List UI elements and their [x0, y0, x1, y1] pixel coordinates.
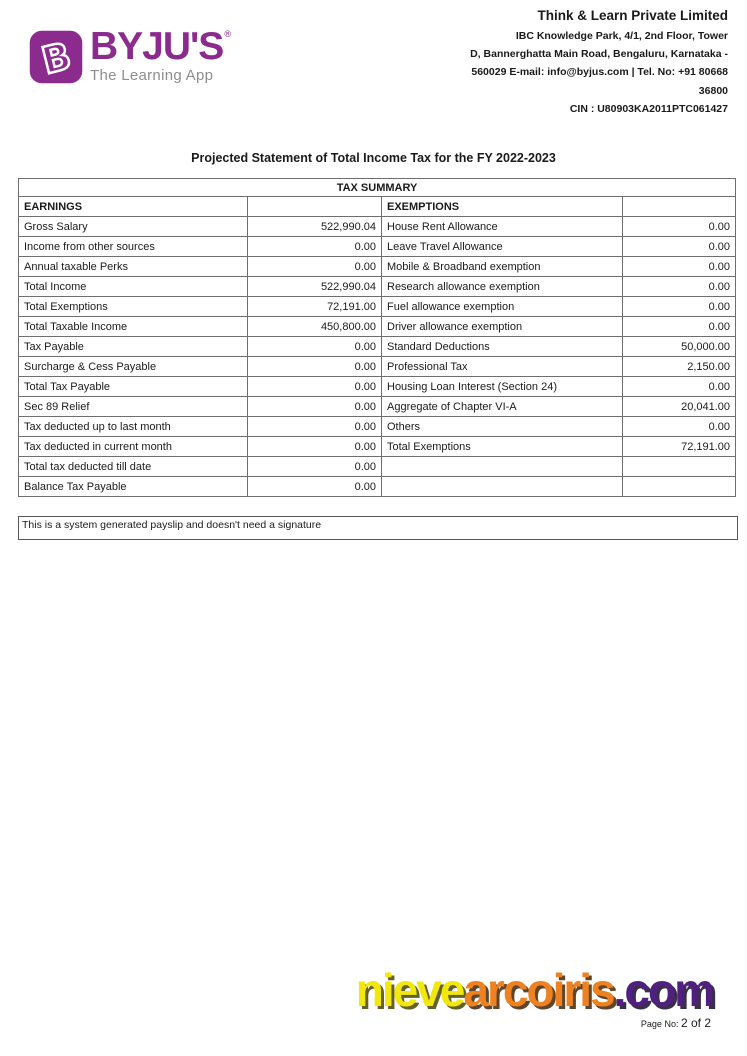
tax-summary-row [19, 477, 736, 497]
exemptions-amount: 72,191.00 [623, 437, 736, 457]
exemptions-label: House Rent Allowance [382, 217, 623, 237]
earnings-amount: 0.00 [248, 337, 382, 357]
tax-summary-title: TAX SUMMARY [19, 179, 736, 197]
exemptions-amount: 0.00 [623, 257, 736, 277]
exemptions-amount: 2,150.00 [623, 357, 736, 377]
document-title: Projected Statement of Total Income Tax for the FY 2022-2023 [191, 151, 556, 165]
tax-summary-row [19, 297, 736, 317]
exemptions-label [382, 457, 623, 477]
svg-text:B: B [37, 34, 76, 83]
page-number-label: Page No: [640, 1019, 679, 1029]
watermark [356, 966, 713, 1014]
earnings-amount: 522,990.04 [248, 277, 382, 297]
byjus-b-icon [29, 30, 83, 84]
exemptions-amount: 0.00 [623, 277, 736, 297]
exemptions-amount: 0.00 [623, 297, 736, 317]
tax-summary-body [19, 217, 736, 497]
company-info-block [358, 8, 728, 118]
company-address-line: 36800 [698, 84, 728, 97]
exemptions-amount: 0.00 [623, 417, 736, 437]
earnings-label: Total Tax Payable [19, 377, 248, 397]
company-name: Think & Learn Private Limited [537, 8, 728, 23]
earnings-label: Tax deducted up to last month [19, 417, 248, 437]
tax-summary-row [19, 217, 736, 237]
tax-summary-table [18, 178, 736, 497]
exemptions-label: Fuel allowance exemption [382, 297, 623, 317]
exemptions-header: EXEMPTIONS [382, 197, 623, 217]
logo-text [90, 25, 231, 84]
tax-summary-row [19, 357, 736, 377]
tax-summary-title-row [19, 179, 736, 197]
earnings-amount: 0.00 [248, 377, 382, 397]
tax-summary-row [19, 317, 736, 337]
watermark-part3: .com [613, 964, 713, 1016]
earnings-label: Annual taxable Perks [19, 257, 248, 277]
page-number-value: 2 of 2 [680, 1016, 711, 1030]
byjus-logo [29, 25, 231, 84]
exemptions-amount: 0.00 [623, 237, 736, 257]
company-cin: CIN : U80903KA2011PTC061427 [569, 102, 728, 115]
exemptions-label: Leave Travel Allowance [382, 237, 623, 257]
earnings-amount: 0.00 [248, 397, 382, 417]
tax-summary-row [19, 457, 736, 477]
system-note-box [18, 516, 738, 540]
registered-trademark-icon: ® [224, 29, 231, 39]
exemptions-label: Driver allowance exemption [382, 317, 623, 337]
exemptions-label: Professional Tax [382, 357, 623, 377]
earnings-header: EARNINGS [19, 197, 248, 217]
earnings-amount: 0.00 [248, 477, 382, 497]
tax-summary-row [19, 377, 736, 397]
earnings-label: Sec 89 Relief [19, 397, 248, 417]
earnings-label: Total tax deducted till date [19, 457, 248, 477]
watermark-part1: nieve [355, 964, 464, 1016]
exemptions-label: Housing Loan Interest (Section 24) [382, 377, 623, 397]
earnings-label: Total Income [19, 277, 248, 297]
earnings-amount-header [248, 197, 382, 217]
earnings-amount: 0.00 [248, 457, 382, 477]
company-address-line: D, Bannerghatta Main Road, Bengaluru, Karnataka - [470, 48, 728, 61]
earnings-label: Gross Salary [19, 217, 248, 237]
earnings-amount: 0.00 [248, 257, 382, 277]
exemptions-amount: 0.00 [623, 217, 736, 237]
earnings-amount: 0.00 [248, 237, 382, 257]
exemptions-label: Others [382, 417, 623, 437]
exemptions-amount: 50,000.00 [623, 337, 736, 357]
company-address-line: IBC Knowledge Park, 4/1, 2nd Floor, Tower [515, 30, 728, 42]
earnings-amount: 0.00 [248, 417, 382, 437]
system-note-text: This is a system generated payslip and doesn't need a signature [22, 519, 322, 531]
earnings-label: Tax deducted in current month [19, 437, 248, 457]
tax-summary-row [19, 397, 736, 417]
exemptions-label: Standard Deductions [382, 337, 623, 357]
earnings-label: Total Exemptions [19, 297, 248, 317]
exemptions-label: Research allowance exemption [382, 277, 623, 297]
exemptions-amount [623, 457, 736, 477]
earnings-amount: 72,191.00 [248, 297, 382, 317]
exemptions-amount: 20,041.00 [623, 397, 736, 417]
tax-summary-row [19, 257, 736, 277]
earnings-label: Total Taxable Income [19, 317, 248, 337]
exemptions-label: Aggregate of Chapter VI-A [382, 397, 623, 417]
tax-summary-row [19, 417, 736, 437]
watermark-part2: arcoiris [463, 964, 614, 1016]
company-address-line: 560029 E-mail: info@byjus.com | Tel. No: +91 80668 [471, 66, 728, 79]
exemptions-amount-header [623, 197, 736, 217]
earnings-label: Balance Tax Payable [19, 477, 248, 497]
exemptions-label: Total Exemptions [382, 437, 623, 457]
earnings-label: Surcharge & Cess Payable [19, 357, 248, 377]
exemptions-label [382, 477, 623, 497]
tax-summary-row [19, 277, 736, 297]
tax-summary-row [19, 237, 736, 257]
earnings-amount: 0.00 [248, 357, 382, 377]
column-header-row [19, 197, 736, 217]
page-number [641, 1016, 711, 1030]
brand-name: BYJU'S [90, 25, 224, 68]
tax-summary-row [19, 437, 736, 457]
earnings-amount: 522,990.04 [248, 217, 382, 237]
earnings-label: Income from other sources [19, 237, 248, 257]
tax-summary-row [19, 337, 736, 357]
earnings-label: Tax Payable [19, 337, 248, 357]
exemptions-amount [623, 477, 736, 497]
exemptions-amount: 0.00 [623, 317, 736, 337]
brand-tagline: The Learning App [90, 67, 214, 84]
earnings-amount: 450,800.00 [248, 317, 382, 337]
earnings-amount: 0.00 [248, 437, 382, 457]
exemptions-label: Mobile & Broadband exemption [382, 257, 623, 277]
exemptions-amount: 0.00 [623, 377, 736, 397]
